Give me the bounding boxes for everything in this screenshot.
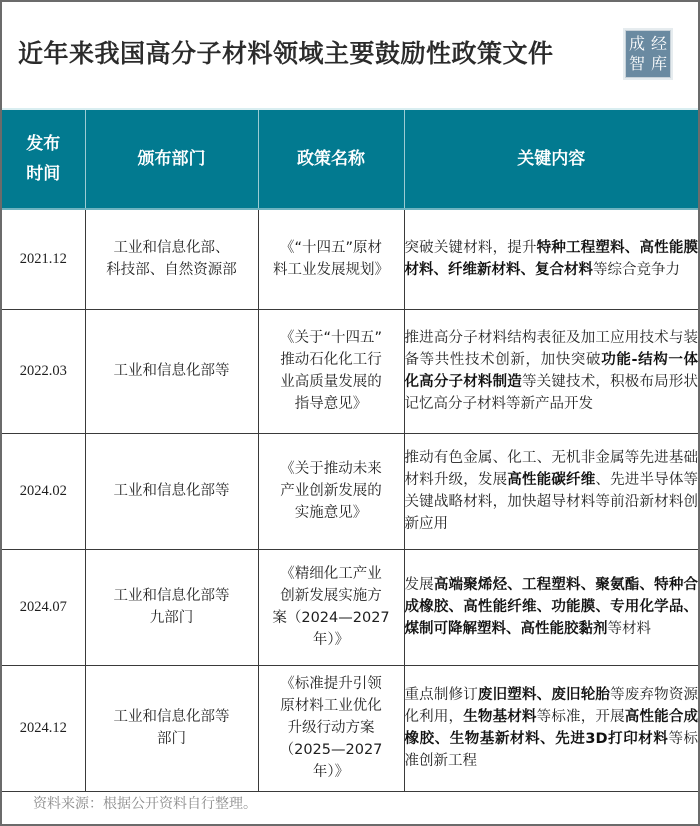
content-text: 发展	[404, 577, 434, 593]
dept-line: 工业和信息化部等	[113, 588, 230, 604]
table-row	[2, 309, 698, 433]
header-dept: 颁布部门	[85, 109, 258, 209]
policy-name-line: 《标准提升引领	[280, 676, 382, 692]
highlighted-text: 废旧塑料、废旧轮胎	[477, 687, 611, 703]
logo-char: 经	[650, 34, 667, 53]
content-text: 等标准创新工程	[404, 731, 699, 769]
content-text: 等废弃物资源化利用，	[404, 687, 699, 725]
highlighted-text: 功能-结构一体化高分子材料制造	[404, 352, 699, 390]
cell-policy-name	[258, 309, 404, 433]
dept-line: 工业和信息化部等	[113, 483, 230, 499]
cell-date: 2024.02	[2, 433, 85, 549]
cell-policy-name	[258, 209, 404, 309]
header-content: 关键内容	[404, 109, 698, 209]
dept-line: 部门	[157, 731, 186, 747]
cell-key-content	[404, 433, 698, 549]
logo-char: 库	[650, 54, 667, 73]
cell-dept	[85, 549, 258, 665]
highlighted-text: 高端聚烯烃、工程塑料、聚氨酯、特种合成橡胶、高性能纤维、功能膜、专用化学品、煤制可降解塑料、高性能胶黏剂	[404, 577, 699, 637]
header-date-line2: 时间	[26, 164, 61, 184]
table-row	[2, 549, 698, 665]
policy-name-line: 指导意见》	[294, 396, 368, 412]
cell-key-content	[404, 209, 698, 309]
footer	[2, 772, 698, 824]
table-row	[2, 433, 698, 549]
cell-dept	[85, 433, 258, 549]
source-note: 资料来源：根据公开资料自行整理。	[33, 796, 257, 812]
policy-name-line: 实施意见》	[294, 505, 368, 521]
logo-char: 成	[628, 34, 645, 53]
dept-line: 九部门	[149, 610, 194, 626]
policy-name-line: 《“十四五”原材	[279, 240, 383, 257]
dept-line: 工业和信息化部等	[113, 363, 230, 379]
dept-line: 科技部、自然资源部	[106, 262, 237, 279]
policy-name-line: 产业创新发展的	[280, 483, 382, 499]
cell-date: 2021.12	[2, 209, 85, 309]
content-text: 、先进半导体等关键战略材料，加快超导材料等前沿新材料创新应用	[404, 472, 699, 532]
table-header-row	[2, 109, 698, 209]
table-row	[2, 209, 698, 309]
policy-name-line: 料工业发展规划》	[273, 262, 389, 279]
content-text: 推进高分子材料结构表征及加工应用技术与装备等共性技术创新，加快突破	[404, 330, 698, 368]
cell-policy-name	[258, 433, 404, 549]
highlighted-text: 高性能合成橡胶、生物基新材料、先进3D打印材料	[404, 709, 699, 747]
policy-name-line: 升级行动方案	[287, 720, 375, 736]
header-name: 政策名称	[258, 109, 404, 209]
highlighted-text: 特种工程塑料、高性能膜材料、纤维新材料、复合材料	[404, 240, 699, 279]
highlighted-text: 生物基材料	[463, 709, 537, 725]
content-text: 重点制修订	[404, 687, 478, 703]
policy-name-line: 创新发展实施方	[280, 588, 382, 604]
dept-line: 工业和信息化部等	[113, 709, 230, 725]
content-text: 等标准，开展	[536, 709, 625, 725]
policy-name-line: 年）》	[312, 632, 350, 648]
policy-name-line: 年）》	[312, 764, 350, 780]
content-text: 等材料	[607, 621, 651, 637]
header-date	[2, 109, 85, 209]
cell-key-content	[404, 549, 698, 665]
cell-key-content	[404, 309, 698, 433]
cell-dept	[85, 209, 258, 309]
logo-char: 智	[628, 54, 645, 73]
cell-date: 2024.12	[2, 665, 85, 791]
cell-policy-name	[258, 549, 404, 665]
policy-name-line: （2025—2027	[279, 742, 383, 758]
policy-name-line: 推动石化化工行	[280, 352, 382, 368]
policy-name-line: 业高质量发展的	[280, 374, 382, 390]
policy-name-line: 案（2024—2027	[272, 610, 390, 626]
content-text: 突破关键材料，提升	[404, 240, 537, 257]
content-text: 等关键技术，积极布局形状记忆高分子材料等新产品开发	[404, 374, 699, 412]
policy-name-line: 《关于推动未来	[280, 461, 382, 477]
content-text: 推动有色金属、化工、无机非金属等先进基础材料升级，发展	[404, 450, 698, 488]
policy-name-line: 原材料工业优化	[280, 698, 382, 714]
cell-date: 2022.03	[2, 309, 85, 433]
highlighted-text: 高性能碳纤维	[507, 472, 596, 488]
publisher-logo	[625, 30, 671, 78]
header-date-line1: 发布	[26, 134, 61, 154]
policy-table	[2, 108, 698, 792]
cell-date: 2024.07	[2, 549, 85, 665]
title-bar	[2, 2, 698, 108]
policy-name-line: 《精细化工产业	[280, 566, 382, 582]
page-title: 近年来我国高分子材料领域主要鼓励性政策文件	[18, 39, 554, 68]
content-text: 等综合竞争力	[593, 262, 680, 279]
policy-name-line: 《关于“十四五”	[279, 330, 383, 346]
cell-dept	[85, 309, 258, 433]
dept-line: 工业和信息化部、	[113, 240, 230, 257]
